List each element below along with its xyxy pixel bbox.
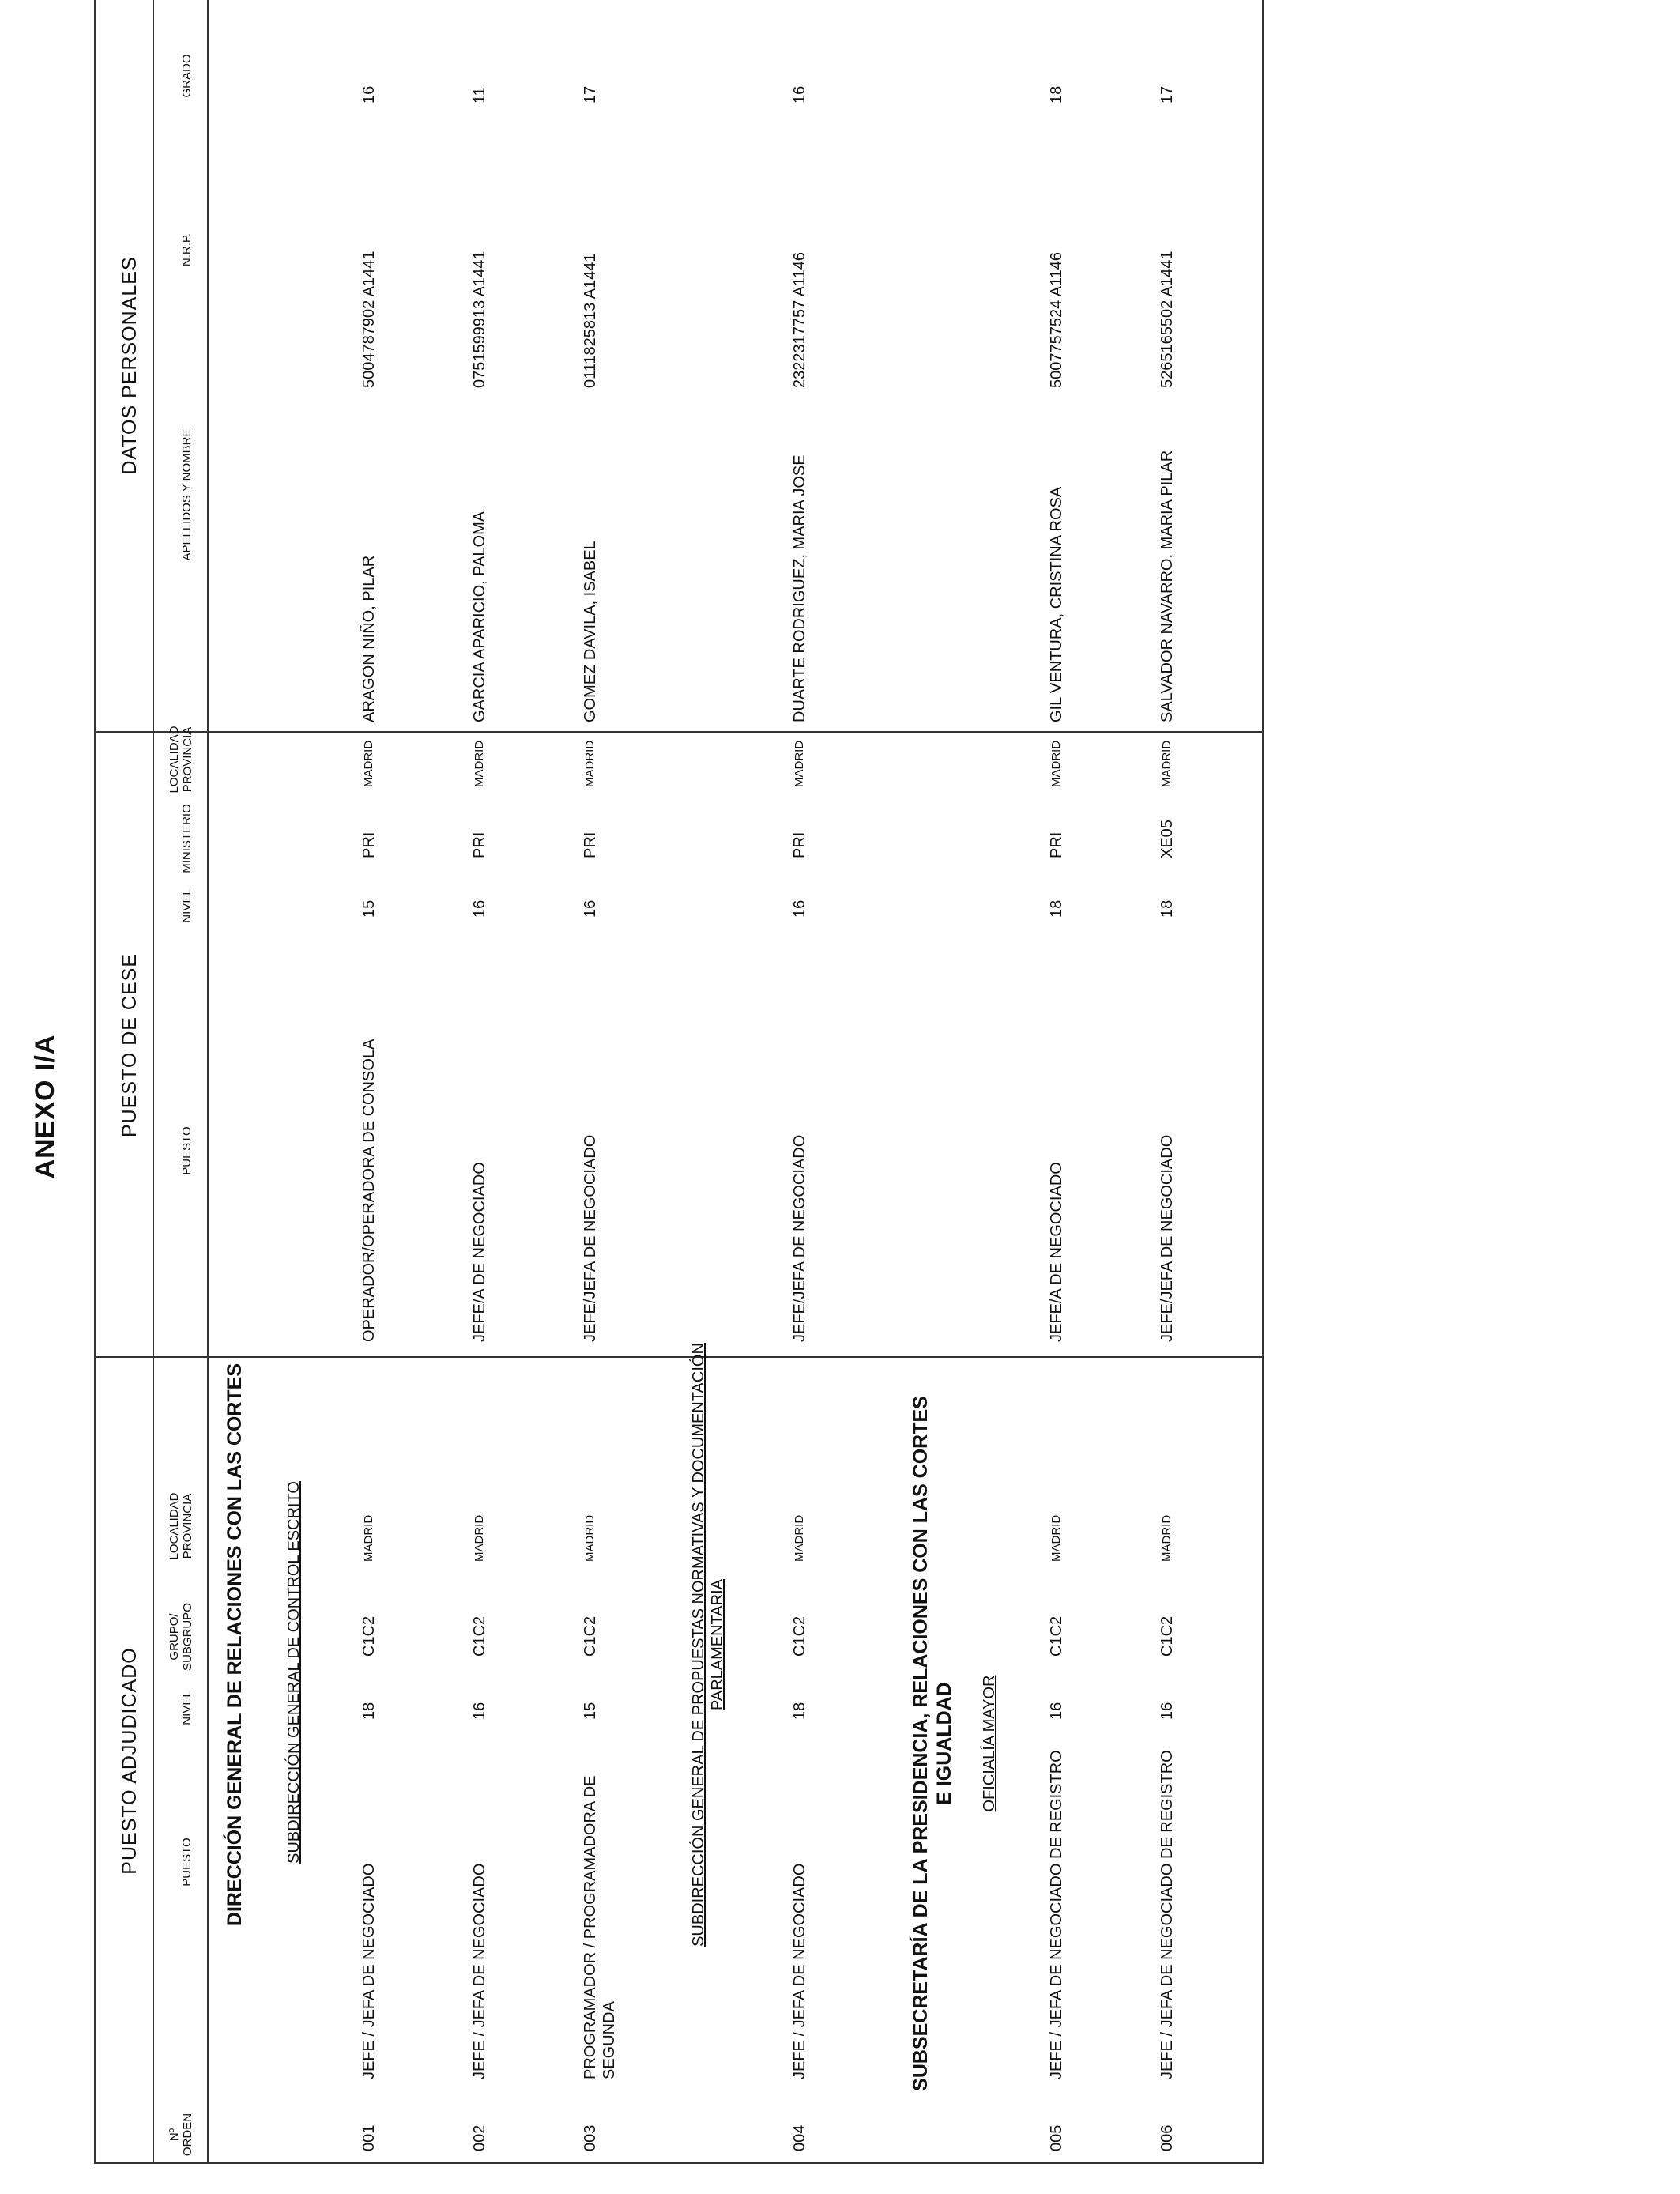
cell-nrp: 5265165502 A1441 xyxy=(1158,251,1176,388)
column-header-nrp: N.R.P. xyxy=(180,232,194,267)
column-header-localidad-cese: LOCALIDAD PROVINCIA xyxy=(168,726,194,794)
cell-grupo: C1C2 xyxy=(1158,1615,1176,1657)
cell-localidad-adj: MADRID xyxy=(793,1514,806,1562)
cell-nivel-cese: 18 xyxy=(1048,899,1065,918)
cell-puesto-adj: JEFE / JEFA DE NEGOCIADO DE REGISTRO xyxy=(1048,1750,1065,2079)
column-header-puesto-cese: PUESTO xyxy=(180,1126,194,1175)
section-heading: E IGUALDAD xyxy=(933,1682,955,1805)
cell-localidad-adj: MADRID xyxy=(473,1514,486,1562)
cell-nivel-adj: 16 xyxy=(1158,1702,1176,1720)
cell-nrp: 0111825813 A1441 xyxy=(582,253,599,388)
cell-nrp: 5007757524 A1146 xyxy=(1048,251,1065,388)
cell-puesto-cese: JEFE/A DE NEGOCIADO xyxy=(471,1162,488,1342)
cell-localidad-cese: MADRID xyxy=(362,740,375,787)
column-header-orden: Nº ORDEN xyxy=(168,2113,194,2157)
section-heading: DIRECCIÓN GENERAL DE RELACIONES CON LAS CORTES xyxy=(224,1363,246,1927)
cell-nivel-adj: 18 xyxy=(360,1702,378,1720)
cell-ministerio: PRI xyxy=(791,831,808,858)
cell-orden: 006 xyxy=(1158,2124,1176,2151)
cell-puesto-cese: JEFE/JEFA DE NEGOCIADO xyxy=(791,1134,808,1342)
subsection-heading: SUBDIRECCIÓN GENERAL DE CONTROL ESCRITO xyxy=(285,1481,303,1864)
cell-grupo: C1C2 xyxy=(582,1615,599,1657)
cell-ministerio: PRI xyxy=(1048,831,1065,858)
cell-orden: 002 xyxy=(471,2124,488,2151)
cell-nombre: GARCIA APARICIO, PALOMA xyxy=(471,511,488,722)
cell-orden: 004 xyxy=(791,2124,808,2151)
column-header-nivel-cese: NIVEL xyxy=(180,888,194,923)
cell-ministerio: PRI xyxy=(360,831,378,858)
column-header-localidad-adjudicado: LOCALIDAD PROVINCIA xyxy=(168,1492,194,1560)
divider-column-header xyxy=(207,0,209,2164)
column-header-nombre: APELLIDOS Y NOMBRE xyxy=(180,428,194,561)
divider-cese-personales xyxy=(94,731,1264,733)
column-header-nivel-adjudicado: NIVEL xyxy=(180,1691,194,1725)
cell-nrp: 5004787902 A1441 xyxy=(360,251,378,388)
cell-puesto-adj: PROGRAMADOR / PROGRAMADORA DE SEGUNDA xyxy=(582,1775,618,2079)
cell-nivel-cese: 16 xyxy=(791,899,808,918)
subsection-heading: PARLAMENTARIA xyxy=(709,1579,726,1710)
cell-nivel-adj: 16 xyxy=(1048,1702,1065,1720)
cell-nombre: SALVADOR NAVARRO, MARIA PILAR xyxy=(1158,450,1176,722)
cell-nombre: GIL VENTURA, CRISTINA ROSA xyxy=(1048,486,1065,722)
section-heading: SUBSECRETARÍA DE LA PRESIDENCIA, RELACIONES CON LAS CORTES xyxy=(910,1396,932,2091)
cell-nrp: 0751599913 A1441 xyxy=(471,251,488,388)
cell-puesto-adj: JEFE / JEFA DE NEGOCIADO xyxy=(360,1863,378,2079)
cell-localidad-cese: MADRID xyxy=(793,740,806,787)
cell-localidad-cese: MADRID xyxy=(583,740,597,787)
cell-orden: 005 xyxy=(1048,2124,1065,2151)
cell-localidad-cese: MADRID xyxy=(1160,740,1173,787)
cell-puesto-adj: JEFE / JEFA DE NEGOCIADO xyxy=(471,1863,488,2079)
divider-group-header xyxy=(153,0,154,2164)
cell-localidad-cese: MADRID xyxy=(1049,740,1063,787)
divider-adjudicado-cese xyxy=(94,1356,1264,1358)
cell-ministerio: PRI xyxy=(582,831,599,858)
cell-nivel-adj: 18 xyxy=(791,1702,808,1720)
cell-nombre: ARAGON NIÑO, PILAR xyxy=(360,555,378,722)
cell-localidad-adj: MADRID xyxy=(1160,1514,1173,1562)
cell-localidad-adj: MADRID xyxy=(362,1514,375,1562)
cell-grado: 16 xyxy=(791,85,808,104)
cell-orden: 001 xyxy=(360,2124,378,2151)
cell-grupo: C1C2 xyxy=(471,1615,488,1657)
cell-nivel-cese: 16 xyxy=(582,899,599,918)
cell-grado: 16 xyxy=(360,85,378,104)
cell-grado: 18 xyxy=(1048,85,1065,104)
cell-puesto-cese: JEFE/JEFA DE NEGOCIADO xyxy=(1158,1134,1176,1342)
cell-grado: 11 xyxy=(471,87,488,104)
column-header-ministerio: MINISTERIO xyxy=(180,804,194,873)
cell-nrp: 2322317757 A1146 xyxy=(791,251,808,388)
cell-nivel-adj: 16 xyxy=(471,1702,488,1720)
cell-ministerio: PRI xyxy=(471,831,488,858)
cell-nivel-adj: 15 xyxy=(582,1702,599,1720)
cell-grupo: C1C2 xyxy=(1048,1615,1065,1657)
cell-grupo: C1C2 xyxy=(360,1615,378,1657)
column-header-grupo: GRUPO/ SUBGRUPO xyxy=(168,1603,194,1671)
cell-puesto-cese: OPERADOR/OPERADORA DE CONSOLA xyxy=(360,1039,378,1342)
cell-grupo: C1C2 xyxy=(791,1615,808,1657)
group-header-adjudicado: PUESTO ADJUDICADO xyxy=(119,1647,141,1875)
group-header-personales: DATOS PERSONALES xyxy=(119,256,141,475)
cell-orden: 003 xyxy=(582,2124,599,2151)
cell-grado: 17 xyxy=(1158,85,1176,104)
cell-grado: 17 xyxy=(582,85,599,104)
cell-nivel-cese: 15 xyxy=(360,899,378,918)
cell-localidad-cese: MADRID xyxy=(473,740,486,787)
cell-nombre: GOMEZ DAVILA, ISABEL xyxy=(582,541,599,722)
subsection-heading: SUBDIRECCIÓN GENERAL DE PROPUESTAS NORMATIVAS Y DOCUMENTACIÓN xyxy=(690,1343,707,1947)
subsection-heading: OFICIALÍA MAYOR xyxy=(981,1675,998,1812)
page-title: ANEXO I/A xyxy=(30,1034,60,1179)
table-frame xyxy=(94,0,1264,2164)
cell-localidad-adj: MADRID xyxy=(1049,1514,1063,1562)
cell-puesto-adj: JEFE / JEFA DE NEGOCIADO DE REGISTRO xyxy=(1158,1750,1176,2079)
cell-nombre: DUARTE RODRIGUEZ, MARIA JOSE xyxy=(791,454,808,722)
cell-nivel-cese: 16 xyxy=(471,899,488,918)
group-header-cese: PUESTO DE CESE xyxy=(119,952,141,1138)
cell-puesto-adj: JEFE / JEFA DE NEGOCIADO xyxy=(791,1863,808,2079)
cell-localidad-adj: MADRID xyxy=(583,1514,597,1562)
cell-ministerio: XE05 xyxy=(1158,820,1176,858)
column-header-puesto-adjudicado: PUESTO xyxy=(180,1838,194,1887)
cell-nivel-cese: 18 xyxy=(1158,899,1176,918)
column-header-grado: GRADO xyxy=(180,54,194,98)
cell-puesto-cese: JEFE/JEFA DE NEGOCIADO xyxy=(582,1134,599,1342)
cell-puesto-cese: JEFE/A DE NEGOCIADO xyxy=(1048,1162,1065,1342)
